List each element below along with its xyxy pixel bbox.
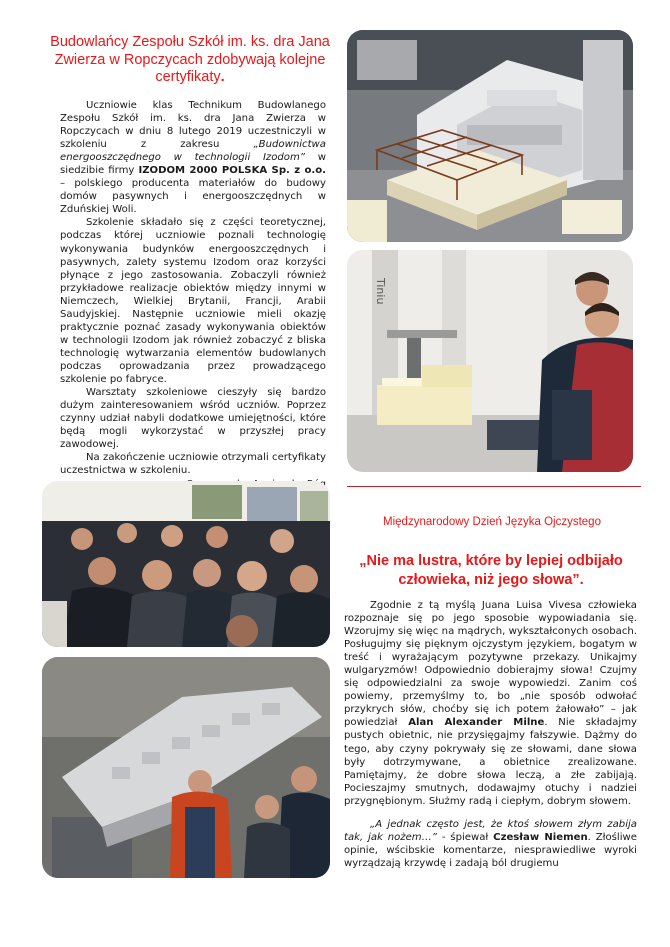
photo-student-block [42,657,330,878]
article2-paragraph-1 [344,599,637,808]
photo-audience [42,481,330,647]
article2-p2-text: - śpiewał [436,831,494,843]
photo-building-model [347,30,633,242]
article2-subheading: Międzynarodowy Dzień Języka Ojczystego [383,516,601,528]
article2-p1-text: Zgodnie z tą myślą Juana Luisa Vivesa człowieka rozpoznaje się po jego sposobie wypowiadania się. Wzorujmy się więc na mądrych, wykształconych osobach. Posługujmy się pięknym ojczystym językiem, bogatym w treść i wyrażającym pozytywne przekazy. Unikajmy wulgaryzmów! Odpowiednio dobierajmy słowa! Czujmy się odpowiedzialni za swoje wypowiedzi. Zanim coś powiemy, przemyślmy to, bo „nie sposób odwołać przykrych słów, choćby się ich potem żałowało” – jak powiedział [344,600,637,729]
article1-paragraph-2: Szkolenie składało się z części teoretycznej, podczas której uczniowie poznali technologię wykonywania budynków energooszczędnych i pasywnych, zalety systemu Izodom oraz korzyści płynące z jego zastosowania. Zobaczyli również przykładowe realizacje obiektów między innymi w Niemczech, Wielkiej Brytanii, Francji, Arabii Saudyjskiej. Następnie uczniowie mieli okazję praktycznie poznać zasady wykonywania obiektów w technologii Izodom jak również zobaczyć z bliska technologię wytwarzania elementów budowlanych podczas oprowadzania przez prowadzącego szkolenie po fabryce. [60,217,326,385]
article2-p2-text-2: . Złośliwe opinie, wścibskie komentarze, niesprawiedliwe wyroki wyrządzają krzywdę i zadają ból drugiemu [344,831,637,869]
photo-testing-machine [347,250,633,472]
article1-title-text: Budowlańcy Zespołu Szkół im. ks. dra Jana Zwierza w Ropczycach zdobywają kolejne certyfikaty [50,34,330,85]
article1-title [40,34,340,87]
article1-training-topic: „Budownictwa energooszczędnego w technologii Izodom” [60,139,326,164]
machine-label-text: Tiniu [374,278,387,305]
article1-p1-text-3: – polskiego producenta materiałów do budowy domów pasywnych i energooszczędnych w Zduńskiej Woli. [60,178,326,216]
article1-paragraph-1 [60,99,326,216]
article1-company-name: IZODOM 2000 POLSKA Sp. z o.o. [138,165,326,177]
article2-author-name: Alan Alexander Milne [408,717,545,729]
article1-paragraph-3: Warsztaty szkoleniowe cieszyły się bardzo dużym zainteresowaniem wśród uczniów. Poprzez czynny udział nabyli dodatkowe umiejętności, które będą mogli wykorzystać w przyszłej pracy zawodowej. [60,387,326,451]
article1-title-period: . [220,69,225,85]
article1-p1-text-2: w siedzibie firmy [60,152,326,177]
article1-body [60,99,326,491]
section-divider [347,486,641,487]
article1-p1-text: Uczniowie klas Technikum Budowlanego Zespołu Szkół im. ks. dra Jana Zwierza w Ropczycach w dniu 8 lutego 2019 uczestniczyli w szkoleniu z zakresu [60,100,326,151]
article2-paragraph-2 [344,818,637,870]
article2-body [344,599,637,870]
article2-singer-name: Czesław Niemen [493,831,588,843]
article2-song-quote: „A jednak często jest, że ktoś słowem złym zabija tak, jak nożem…” [344,818,637,843]
article2-quote-title: „Nie ma lustra, które by lepiej odbijało człowieka, niż jego słowa”. [359,553,623,588]
article1-paragraph-4: Na zakończenie uczniowie otrzymali certyfikaty uczestnictwa w szkoleniu. [60,452,326,477]
article2-p1-text-2: . Nie składajmy pustych obietnic, nie przysięgajmy fałszywie. Dążmy do tego, aby czyny pokrywały się ze słowami, dane słowa były dotrzymywane, a obietnice zrealizowane. Pamiętajmy, że dobre słowa leczą, a złe zabijają. Pocieszajmy smutnych, dodawajmy otuchy i nadziei przygnębionym. Służmy radą i ciepłym, dobrym słowem. [344,717,638,807]
